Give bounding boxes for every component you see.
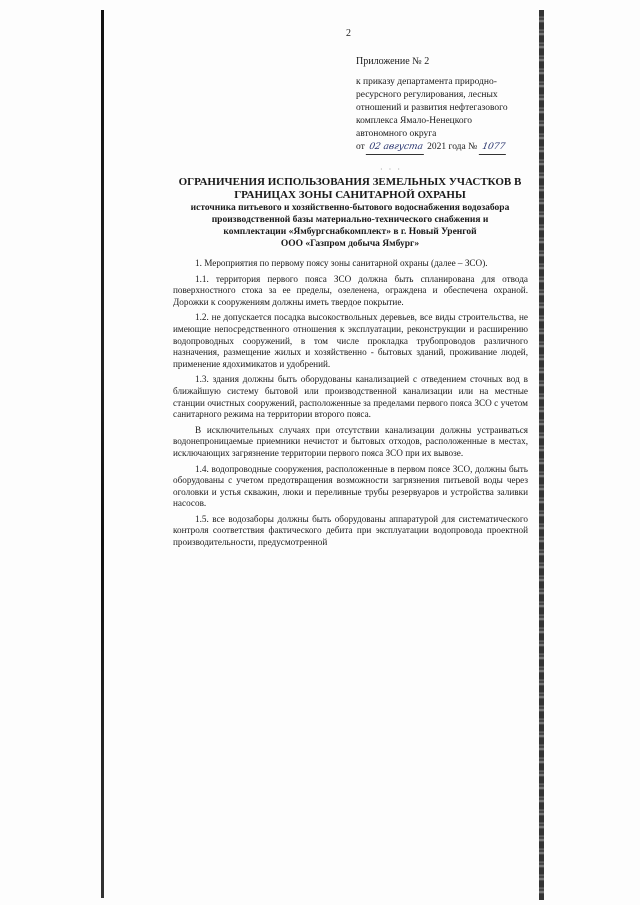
appendix-title: Приложение № 2 (356, 56, 430, 67)
handwritten-date: 02 августа (366, 141, 426, 155)
scan-dots: · · · (380, 165, 402, 174)
appendix-line: ресурсного регулирования, лесных (356, 90, 498, 100)
appendix-line: отношений и развития нефтегазового (356, 103, 508, 113)
paragraph: 1.2. не допускается посадка высокоствольных деревьев, все виды строительства, не имеющие непосредственного отношения к эксплуатации, реконструкции и расширению водопроводных сооружений, в том числе прокладка трубопроводов различного назначения, размещение жилых и хозяйственно - бытовых зданий, проживание людей, применение ядохимикатов и удобрений. (173, 312, 528, 369)
scan-edge-left (101, 10, 104, 898)
order-date-line (356, 141, 526, 155)
scan-edge-right (539, 10, 544, 900)
paragraph: 1.3. здания должны быть оборудованы канализацией с отведением сточных вод в ближайшую систему бытовой или производственной канализации или на местные станции очистных сооружений, расположенные за пределами первого пояса ЗСО с учетом санитарного режима на территории второго пояса. (173, 374, 528, 420)
heading-line: ООО «Газпром добыча Ямбург» (280, 239, 420, 249)
appendix-line: комплекса Ямало-Ненецкого (356, 116, 473, 126)
appendix-line: к приказу департамента природно- (356, 77, 497, 87)
heading-line: ГРАНИЦАХ ЗОНЫ САНИТАРНОЙ ОХРАНЫ (234, 189, 466, 201)
handwritten-number: 1077 (478, 141, 507, 155)
date-prefix: от (356, 142, 365, 152)
appendix-block (356, 55, 526, 155)
paragraph: 1.4. водопроводные сооружения, расположенные в первом поясе ЗСО, должны быть оборудованы с учетом предотвращения возможности загрязнения питьевой воды через оголовки и устья скважин, люки и переливные трубы резервуаров и устройства заливки насосов. (173, 463, 528, 509)
document-body (173, 258, 528, 552)
heading-line: ОГРАНИЧЕНИЯ ИСПОЛЬЗОВАНИЯ ЗЕМЕЛЬНЫХ УЧАСТКОВ В (178, 176, 522, 188)
year-text: 2021 года № (427, 142, 478, 152)
document-heading (170, 176, 530, 250)
heading-line: источника питьевого и хозяйственно-бытового водоснабжения водозабора (190, 203, 510, 213)
paragraph: В исключительных случаях при отсутствии канализации должны устраиваться водонепроницаемые приемники нечистот и бытовых отходов, расположенные в местах, исключающих загрязнение территории первого пояса ЗСО при их вывозе. (173, 424, 528, 458)
heading-line: комплектации «Ямбургснабкомплект» в г. Новый Уренгой (223, 227, 477, 237)
appendix-line: автономного округа (356, 129, 437, 139)
page-number: 2 (346, 28, 351, 39)
paragraph: 1.5. все водозаборы должны быть оборудованы аппаратурой для систематического контроля соответствия фактического дебита при эксплуатации водопровода проектной производительности, предусмотренной (173, 513, 528, 548)
paragraph: 1.1. территория первого пояса ЗСО должна быть спланирована для отвода поверхностного стока за ее пределы, озеленена, ограждена и обеспечена охраной. Дорожки к сооружениям должны иметь твердое покрытие. (173, 273, 528, 307)
heading-line: производственной базы материально-технического снабжения и (211, 215, 489, 225)
paragraph: 1. Мероприятия по первому поясу зоны санитарной охраны (далее – ЗСО). (195, 258, 488, 268)
